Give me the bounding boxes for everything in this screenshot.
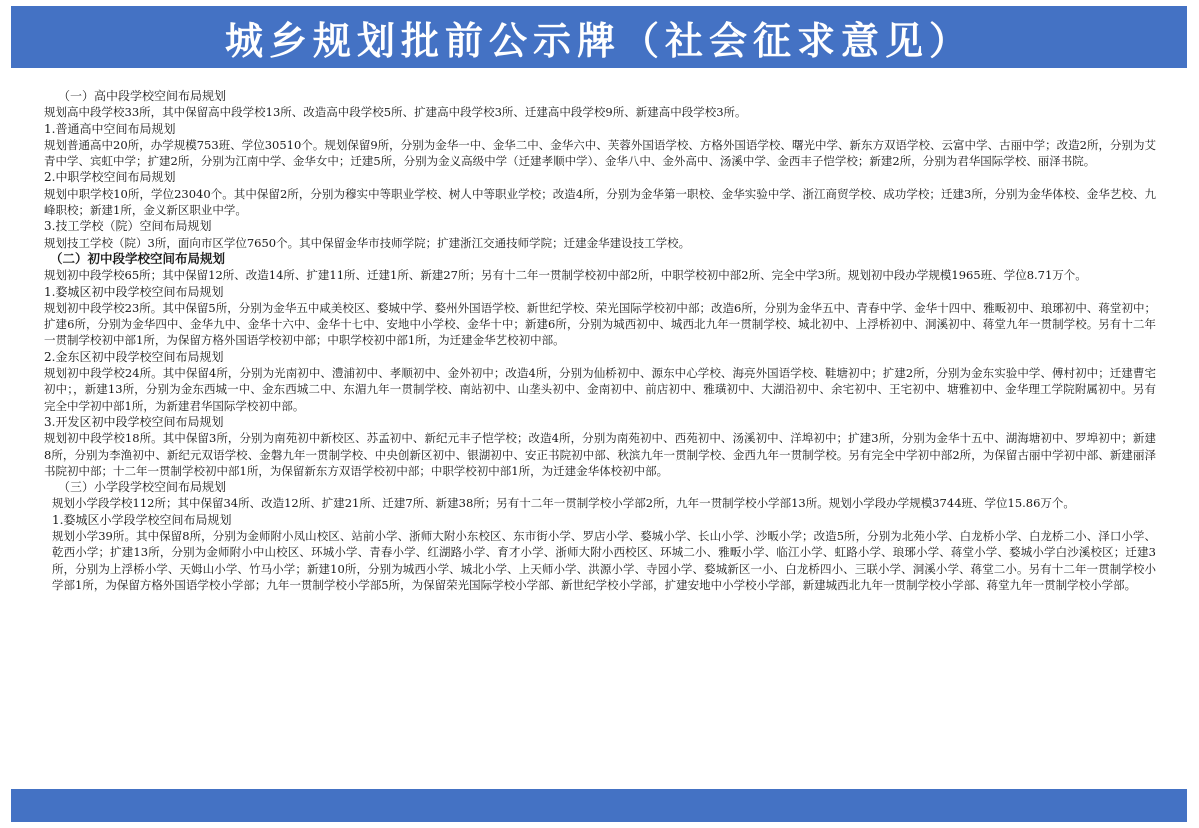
subsection-text-wucheng-junior: 规划初中段学校23所。其中保留5所，分别为金华五中咸美校区、婺城中学、婺州外国语学校、新世纪学校、荣光国际学校初中部；改造6所，分别为金华五中、青春中学、金华十四中、雅畈初中、琅琊初中、蒋堂初中；扩建6所，分别为金华四中、金华九中、金华十六中、金华十七中、安地中小学校、金华十中；新建6所，分别为城西初中、城西北九年一贯制学校、城北初中、上浮桥初中、洞溪初中、蒋堂九年一贯制学校。另有十二年一贯制学校初中部1所，为保留方格外国语学校初中部；中职学校初中部1所，为迁建金华艺校初中部。 — [44, 300, 1156, 348]
subsection-heading-wucheng-primary: 1.婺城区小学段学校空间布局规划 — [52, 512, 232, 527]
subsection-heading-technical: 3.技工学校（院）空间布局规划 — [44, 219, 212, 234]
subsection-heading-wucheng-junior: 1.婺城区初中段学校空间布局规划 — [44, 284, 224, 299]
subsection-text-devzone-junior: 规划初中段学校18所。其中保留3所，分别为南苑初中新校区、苏孟初中、新纪元丰子恺学校；改造4所，分别为南苑初中、西苑初中、汤溪初中、洋埠初中；扩建3所，分别为金华十五中、湖海塘初中、罗埠初中；新建8所，分别为李渔初中、新纪元双语学校、金磐九年一贯制学校、中央创新区初中、银湖初中、安正书院初中部、秋滨九年一贯制学校、金西九年一贯制学校。另有完全中学初中部2所，为保留古丽中学初中部、新建丽泽书院初中部；十二年一贯制学校初中部1所，为保留新东方双语学校初中部；中职学校初中部1所，为迁建金华体校初中部。 — [44, 431, 1156, 478]
section-summary-senior-high: 规划高中段学校33所，其中保留高中段学校13所、改造高中段学校5所、扩建高中段学校3所、迁建高中段学校9所、新建高中段学校3所。 — [44, 105, 747, 120]
subsection-text-jindong-junior: 规划初中段学校24所。其中保留4所，分别为光南初中、澧浦初中、孝顺初中、金外初中；改造4所，分别为仙桥初中、源东中心学校、海亮外国语学校、鞋塘初中；扩建2所，分别为金东实验中学、傅村初中；迁建曹宅初中；，新建13所，分别为金东西城一中、金东西城二中、东湄九年一贯制学校、南站初中、山垄头初中、金南初中、前店初中、雅璜初中、大湖沿初中、余宅初中、王宅初中、塘雅初中、金华理工学院附属初中。另有完全中学初中部1所，为新建君华国际学校初中部。 — [44, 366, 1156, 413]
subsection-heading-vocational: 2.中职学校空间布局规划 — [44, 170, 176, 185]
notice-content — [44, 88, 1156, 778]
header-bar — [11, 6, 1187, 68]
footer-bar — [11, 789, 1187, 822]
section-heading-senior-high: （一）高中段学校空间布局规划 — [58, 89, 227, 103]
section-heading-junior-high: （二）初中段学校空间布局规划 — [50, 250, 226, 266]
subsection-text-technical: 规划技工学校（院）3所，面向市区学位7650个。其中保留金华市技师学院；扩建浙江交通技师学院；迁建金华建设技工学校。 — [44, 235, 691, 250]
section-summary-primary: 规划小学段学校112所；其中保留34所、改造12所、扩建21所、迁建7所、新建38所；另有十二年一贯制学校小学部2所，九年一贯制学校小学部13所。规划小学段办学规模3744班、学位15.86万个。 — [52, 496, 1075, 511]
subsection-heading-devzone-junior: 3.开发区初中段学校空间布局规划 — [44, 414, 224, 429]
section-summary-junior-high: 规划初中段学校65所；其中保留12所、改造14所、扩建11所、迁建1所、新建27所；另有十二年一贯制学校初中部2所，中职学校初中部2所、完全中学3所。规划初中段办学规模1965班、学位8.71万个。 — [44, 268, 1087, 283]
subsection-text-wucheng-primary: 规划小学39所。其中保留8所，分别为金师附小凤山校区、站前小学、浙师大附小东校区、东市街小学、罗店小学、婺城小学、长山小学、沙畈小学；改造5所，分别为北苑小学、白龙桥小学、白龙桥二小、泽口小学、乾西小学；扩建13所，分别为金师附小中山校区、环城小学、青春小学、红湖路小学、育才小学、浙师大附小西校区、环城二小、雅畈小学、临江小学、虹路小学、琅琊小学、蒋堂小学、婺城小学白沙溪校区；迁建3所，分别为上浮桥小学、天姆山小学、竹马小学；新建10所，分别为城西小学、城北小学、上天师小学、洪源小学、寺园小学、婺城新区一小、白龙桥四小、三联小学、洞溪小学、蒋堂二小。另有十二年一贯制学校小学部1所，为保留方格外国语学校小学部；九年一贯制学校小学部5所，为保留荣光国际学校小学部、新世纪学校小学部，扩建安地中小学校小学部，新建城西北九年一贯制学校小学部、蒋堂九年一贯制学校小学部。 — [52, 529, 1156, 592]
subsection-text-vocational: 规划中职学校10所，学位23040个。其中保留2所，分别为穆实中等职业学校、树人中等职业学校；改造4所，分别为金华第一职校、金华实验中学、浙江商贸学校、成功学校；迁建3所，分别为金华体校、金华艺校、九峰职校；新建1所，金义新区职业中学。 — [44, 186, 1156, 218]
section-heading-primary: （三）小学段学校空间布局规划 — [58, 480, 227, 495]
subsection-text-general-high: 规划普通高中20所，办学规模753班、学位30510个。规划保留9所，分别为金华一中、金华二中、金华六中、芙蓉外国语学校、方格外国语学校、曙光中学、新东方双语学校、云富中学、古丽中学；改造2所，分别为艾青中学、宾虹中学；扩建2所，分别为江南中学、金华女中；迁建5所，分别为金义高级中学（迁建孝顺中学）、金华八中、金外高中、汤溪中学、金西丰子恺学校；新建2所，分别为君华国际学校、丽泽书院。 — [44, 137, 1156, 169]
page-title: 城乡规划批前公示牌（社会征求意见） — [224, 18, 973, 63]
subsection-heading-jindong-junior: 2.金东区初中段学校空间布局规划 — [44, 349, 224, 364]
subsection-heading-general-high: 1.普通高中空间布局规划 — [44, 121, 176, 136]
